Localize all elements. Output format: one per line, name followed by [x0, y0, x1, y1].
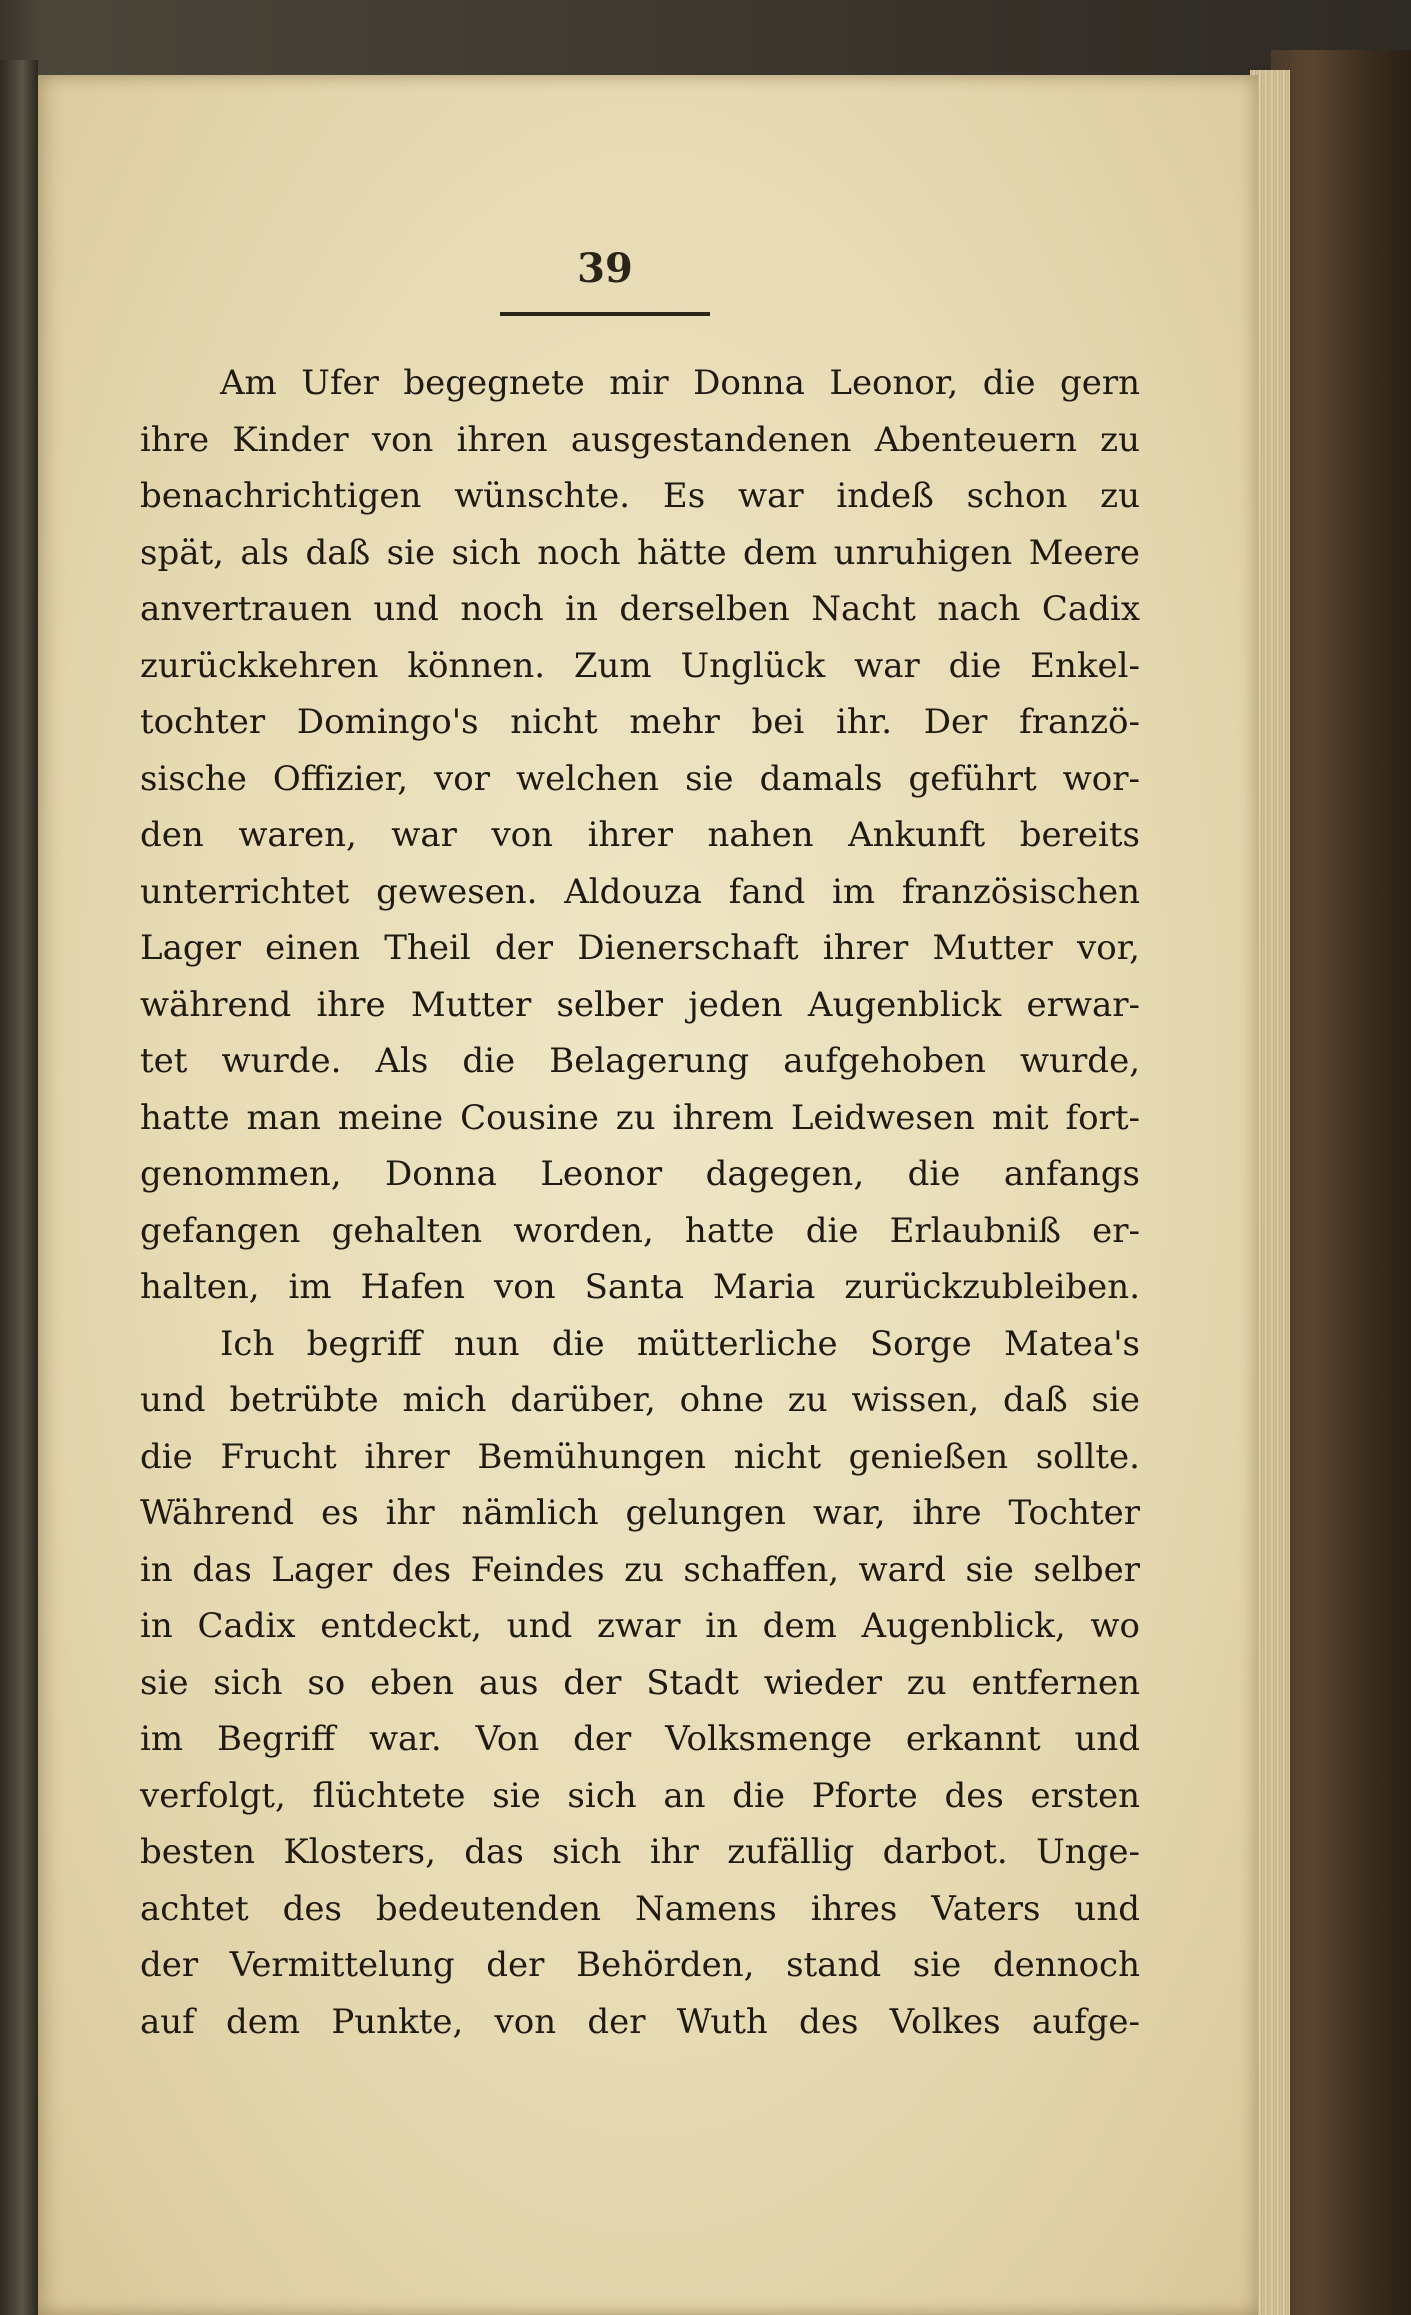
text-line: im Begriff war. Von der Volksmenge erkannt und — [140, 1719, 1140, 1759]
text-line: in Cadix entdeckt, und zwar in dem Augenblick, wo — [140, 1606, 1140, 1646]
text-line: während ihre Mutter selber jeden Augenblick erwar- — [140, 984, 1140, 1025]
text-line: den waren, war von ihrer nahen Ankunft bereits — [140, 815, 1140, 855]
text-line: ihre Kinder von ihren ausgestandenen Abenteuern zu — [140, 419, 1140, 460]
text-line: Während es ihr nämlich gelungen war, ihre Tochter — [140, 1493, 1140, 1533]
binding-left-edge — [0, 60, 38, 2315]
text-line: Ich begriff nun die mütterliche Sorge Matea's — [220, 1323, 1140, 1364]
text-line: sie sich so eben aus der Stadt wieder zu entfernen — [140, 1662, 1140, 1703]
text-line: halten, im Hafen von Santa Maria zurückzubleiben. — [140, 1267, 1140, 1307]
text-line: gefangen gehalten worden, hatte die Erlaubniß er- — [140, 1210, 1140, 1251]
page-number: 39 — [577, 245, 633, 292]
text-line: unterrichtet gewesen. Aldouza fand im französischen — [140, 871, 1140, 912]
text-line: genommen, Donna Leonor dagegen, die anfangs — [140, 1154, 1140, 1194]
text-line: verfolgt, flüchtete sie sich an die Pforte des ersten — [140, 1775, 1140, 1816]
text-line: tochter Domingo's nicht mehr bei ihr. Der franzö- — [140, 702, 1140, 742]
text-line: Lager einen Theil der Dienerschaft ihrer Mutter vor, — [140, 928, 1140, 968]
header-rule — [500, 312, 710, 316]
text-line: hatte man meine Cousine zu ihrem Leidwesen mit fort- — [140, 1097, 1140, 1138]
book-cover-right — [1271, 50, 1411, 2315]
text-line: auf dem Punkte, von der Wuth des Volkes aufge- — [140, 2001, 1140, 2042]
text-line: tet wurde. Als die Belagerung aufgehoben wurde, — [140, 1041, 1140, 1081]
text-line: sische Offizier, vor welchen sie damals geführt wor- — [140, 758, 1140, 799]
text-line: Am Ufer begegnete mir Donna Leonor, die gern — [220, 363, 1140, 403]
text-line: benachrichtigen wünschte. Es war indeß schon zu — [140, 476, 1140, 516]
body-text — [140, 355, 1140, 2050]
text-line: anvertrauen und noch in derselben Nacht nach Cadix — [140, 589, 1140, 629]
text-line: und betrübte mich darüber, ohne zu wissen, daß sie — [140, 1380, 1140, 1420]
text-line: besten Klosters, das sich ihr zufällig darbot. Unge- — [140, 1832, 1140, 1872]
text-line: achtet des bedeutenden Namens ihres Vaters und — [140, 1888, 1140, 1929]
text-line: spät, als daß sie sich noch hätte dem unruhigen Meere — [140, 532, 1140, 573]
text-line: der Vermittelung der Behörden, stand sie dennoch — [140, 1945, 1140, 1985]
text-line: zurückkehren können. Zum Unglück war die Enkel- — [140, 645, 1140, 686]
text-line: in das Lager des Feindes zu schaffen, ward sie selber — [140, 1549, 1140, 1590]
text-line: die Frucht ihrer Bemühungen nicht genießen sollte. — [140, 1436, 1140, 1477]
